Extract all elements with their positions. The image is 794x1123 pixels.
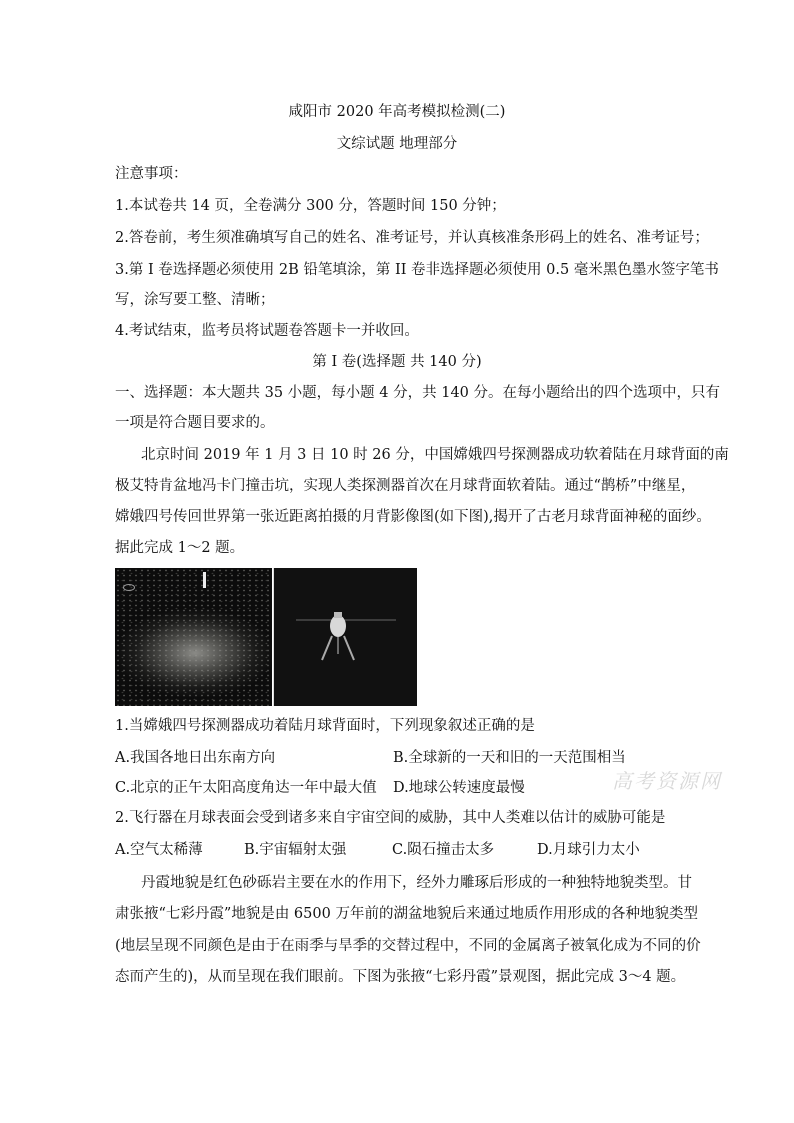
notice-item-4: 4.考试结束，监考员将试题卷答题卡一并收回。	[115, 323, 419, 339]
rover-illustration	[274, 568, 417, 706]
passage-1-line-2: 极艾特肯盆地冯卡门撞击坑，实现人类探测器首次在月球背面软着陆。通过“鹊桥”中继星，	[115, 478, 696, 494]
q1-option-c: C.北京的正午太阳高度角达一年中最大值	[115, 780, 377, 796]
moon-surface-photo	[115, 568, 272, 706]
watermark-logo: 高考资源网	[612, 769, 722, 793]
passage-2-line-3: (地层呈现不同颜色是由于在雨季与旱季的交替过程中，不同的金属离子被氧化成为不同的价	[115, 938, 701, 954]
exam-subtitle: 文综试题 地理部分	[336, 136, 458, 152]
q1-option-b: B.全球新的一天和旧的一天范围相当	[393, 750, 626, 766]
passage-1-line-4: 据此完成 1～2 题。	[115, 540, 245, 556]
section-intro-line-1: 一、选择题：本大题共 35 小题，每小题 4 分，共 140 分。在每小题给出的四个选项中，只有	[115, 385, 721, 401]
passage-2-line-2: 肃张掖“七彩丹霞”地貌是由 6500 万年前的湖盆地貌后来通过地质作用形成的各种地貌类型	[115, 906, 698, 922]
section-intro-line-2: 一项是符合题目要求的。	[115, 415, 275, 431]
section-title: 第 I 卷(选择题 共 140 分)	[312, 354, 482, 370]
q2-option-d: D.月球引力太小	[537, 842, 640, 858]
crater-mark-shape	[123, 584, 135, 591]
notice-item-3-line-2: 写，涂写要工整、清晰；	[115, 292, 275, 308]
passage-2-line-1: 丹霞地貌是红色砂砾岩主要在水的作用下，经外力雕琢后形成的一种独特地貌类型。甘	[141, 875, 692, 891]
notice-item-2: 2.答卷前，考生须准确填写自己的姓名、准考证号，并认真核准条形码上的姓名、准考证号；	[115, 230, 709, 246]
exam-title: 咸阳市 2020 年高考模拟检测(二)	[288, 104, 506, 120]
passage-1-line-1: 北京时间 2019 年 1 月 3 日 10 时 26 分，中国嫦娥四号探测器成功软着陆在月球背面的南	[141, 447, 729, 463]
notice-heading: 注意事项：	[115, 166, 188, 182]
q1-option-d: D.地球公转速度最慢	[393, 780, 525, 796]
passage-1-line-3: 嫦娥四号传回世界第一张近距离拍摄的月背影像图(如下图),揭开了古老月球背面神秘的面纱。	[115, 509, 711, 525]
rover-photo	[273, 568, 417, 706]
q2-option-c: C.陨石撞击太多	[392, 842, 495, 858]
probe-mast-shape	[203, 572, 206, 588]
q1-option-a: A.我国各地日出东南方向	[115, 750, 276, 766]
q1-stem: 1.当嫦娥四号探测器成功着陆月球背面时，下列现象叙述正确的是	[115, 718, 535, 734]
passage-2-line-4: 态而产生的)，从而呈现在我们眼前。下图为张掖“七彩丹霞”景观图，据此完成 3～4 题。	[115, 969, 686, 985]
notice-item-1: 1.本试卷共 14 页，全卷满分 300 分，答题时间 150 分钟；	[115, 198, 506, 214]
q2-option-b: B.宇宙辐射太强	[244, 842, 347, 858]
q2-stem: 2.飞行器在月球表面会受到诸多来自宇宙空间的威胁，其中人类难以估计的威胁可能是	[115, 810, 666, 826]
q2-option-a: A.空气太稀薄	[115, 842, 203, 858]
notice-item-3-line-1: 3.第 I 卷选择题必须使用 2B 铅笔填涂，第 II 卷非选择题必须使用 0.5 毫米黑色墨水签字笔书	[115, 262, 719, 278]
